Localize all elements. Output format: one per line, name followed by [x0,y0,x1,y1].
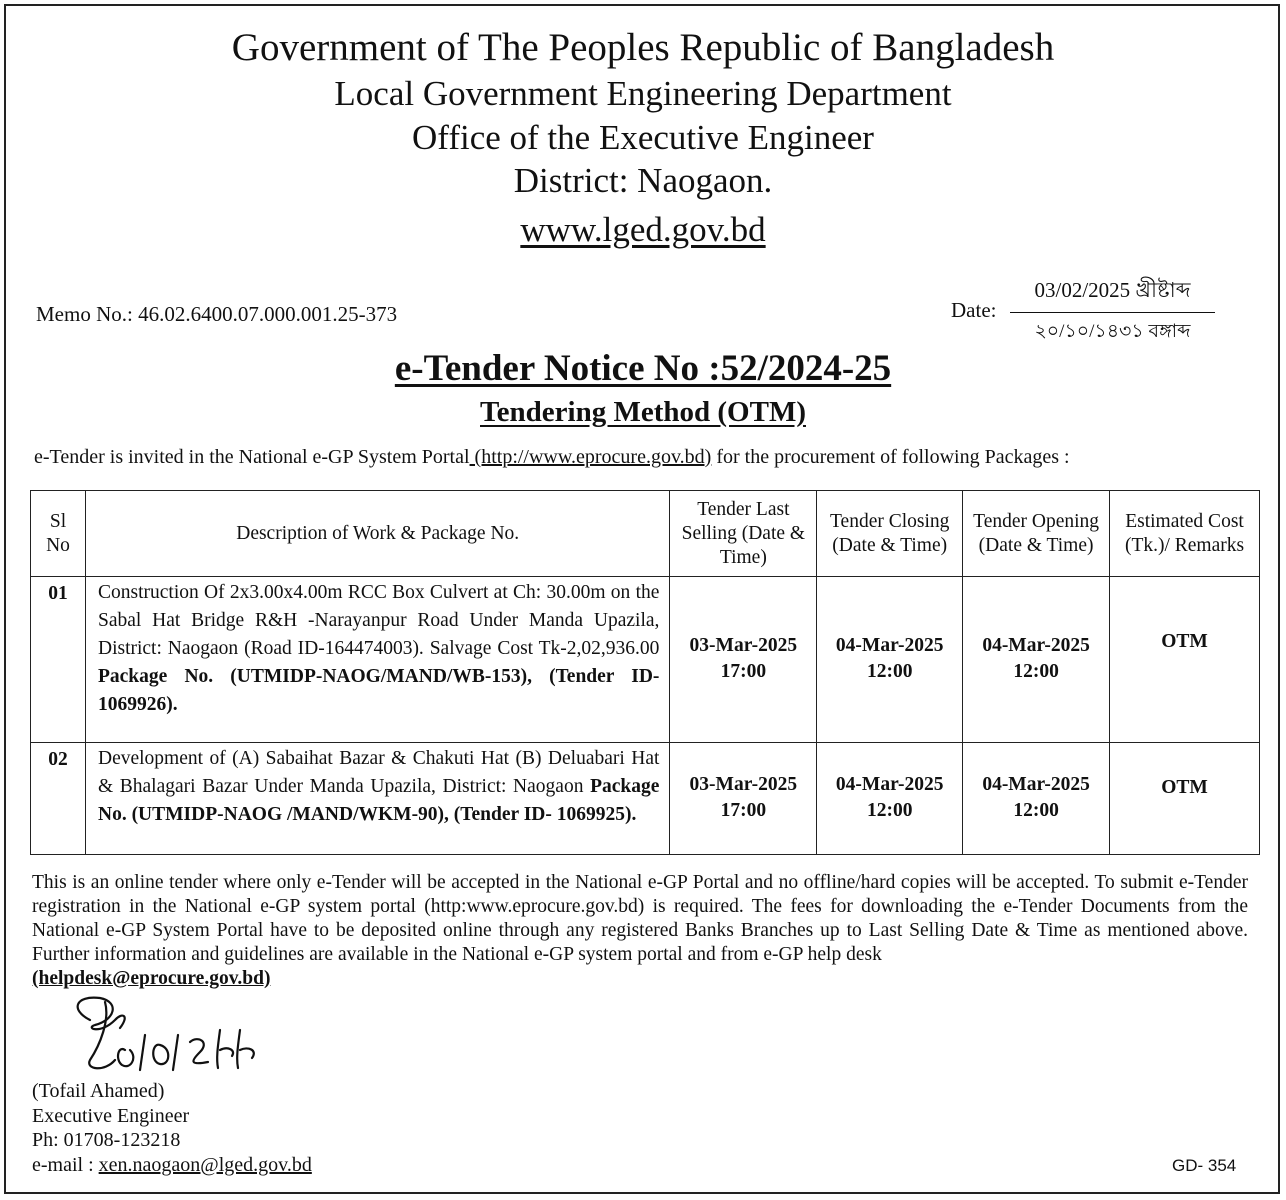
closing-date: 04-Mar-2025 [835,774,944,795]
header-opening: Tender Opening (Date & Time) [963,491,1110,577]
row-sl: 02 [31,743,86,855]
header-district: District: Naogaon. [513,161,773,200]
document-code: GD- 354 [1172,1156,1237,1175]
signer-block [32,1079,312,1177]
notice-title [0,350,1286,387]
date-bengali: ২০/১০/১৪৩১ বঙ্গাব্দ [1034,321,1191,342]
header-closing: Tender Closing (Date & Time) [817,491,963,577]
selling-time: 17:00 [720,661,767,682]
closing-time: 12:00 [866,661,913,682]
closing-time: 12:00 [866,800,913,821]
package-text: Package No. (UTMIDP-NAOG /MAND/WKM-90), (Tender ID- 1069925). [97,776,660,825]
memo-number: Memo No.: 46.02.6400.07.000.001.25-373 [36,302,398,326]
intro-before: e-Tender is invited in the National e-GP System Portal [34,446,470,468]
signature-scribble [60,990,280,1085]
signature [60,990,280,1090]
opening-time: 12:00 [1013,661,1059,682]
header-description: Description of Work & Package No. [85,491,669,577]
email-label: e-mail : [32,1153,99,1176]
closing-date: 04-Mar-2025 [835,635,944,656]
date-label: Date: [951,298,997,322]
row-last-selling [670,577,817,743]
website-link[interactable]: www.lged.gov.bd [520,210,766,249]
footer-paragraph [32,871,1248,991]
helpdesk-link[interactable]: (helpdesk@eprocure.gov.bd) [32,968,271,989]
opening-time: 12:00 [1013,800,1059,821]
row-opening [963,743,1110,855]
notice-title-text: e-Tender Notice No :52/2024-25 [394,348,892,389]
row-description [85,577,669,743]
date-block [1010,274,1215,349]
intro-after: for the procurement of following Packages : [711,446,1070,468]
row-opening [963,577,1110,743]
opening-date: 04-Mar-2025 [982,774,1090,795]
table-row [31,577,1260,743]
date-gregorian: 03/02/2025 খ্রীষ্টাব্দ [1010,274,1215,313]
row-remarks [1110,743,1260,855]
method-title [0,398,1286,427]
row-description [85,743,669,855]
signer-title: Executive Engineer [32,1104,190,1127]
opening-date: 04-Mar-2025 [982,635,1090,656]
signer-name: (Tofail Ahamed) [32,1080,165,1102]
row-last-selling [670,743,817,855]
row-sl: 01 [31,577,86,743]
header-last-selling: Tender Last Selling (Date & Time) [670,491,817,577]
description-text: Development of (A) Sabaihat Bazar & Chakuti Hat (B) Deluabari Hat & Bhalagari Bazar Under Manda Upazila, District: Naogaon [97,748,660,797]
remarks-text: OTM [1161,631,1208,652]
table-row [31,743,1260,855]
method-title-text: Tendering Method (OTM) [480,396,806,428]
header-government: Government of The Peoples Republic of Bangladesh [231,26,1055,69]
table-header-row [31,491,1260,577]
header-office: Office of the Executive Engineer [412,118,874,157]
signer-email-line [32,1153,312,1178]
row-closing [817,577,963,743]
selling-time: 17:00 [720,800,767,821]
selling-date: 03-Mar-2025 [689,774,798,795]
signer-phone: Ph: 01708-123218 [32,1129,181,1151]
eprocure-link[interactable]: (http://www.eprocure.gov.bd) [469,446,712,468]
header-department: Local Government Engineering Department [334,74,952,113]
row-remarks [1110,577,1260,743]
header-sl: Sl No [31,491,86,577]
footer-body: This is an online tender where only e-Tender will be accepted in the National e-GP Portal and no offline/hard copies will be accepted. To submit e-Tender registration in the National e-GP system portal (http:www.eprocure.gov.bd) is required. The fees for downloading the e-Tender Documents from the National e-GP System Portal have to be deposited online through any registered Banks Branches up to Last Selling Date & Time as mentioned above. Further information and guidelines are available in the National e-GP system portal and from e-GP help desk [32,872,1248,965]
tender-table [30,490,1260,855]
description-text: Construction Of 2x3.00x4.00m RCC Box Culvert at Ch: 30.00m on the Sabal Hat Bridge R&H -Narayanpur Road Under Manda Upazila, District: Naogaon (Road ID-164474003). Salvage Cost Tk-2,02,936.00 [97,582,660,659]
selling-date: 03-Mar-2025 [689,635,798,656]
header-cost: Estimated Cost (Tk.)/ Remarks [1110,491,1260,577]
header-website [0,212,1286,247]
row-closing [817,743,963,855]
remarks-text: OTM [1161,777,1208,798]
package-text: Package No. (UTMIDP-NAOG/MAND/WB-153), (Tender ID-1069926). [97,666,660,715]
email-link[interactable]: xen.naogaon@lged.gov.bd [98,1153,312,1176]
intro-text [34,446,1070,469]
